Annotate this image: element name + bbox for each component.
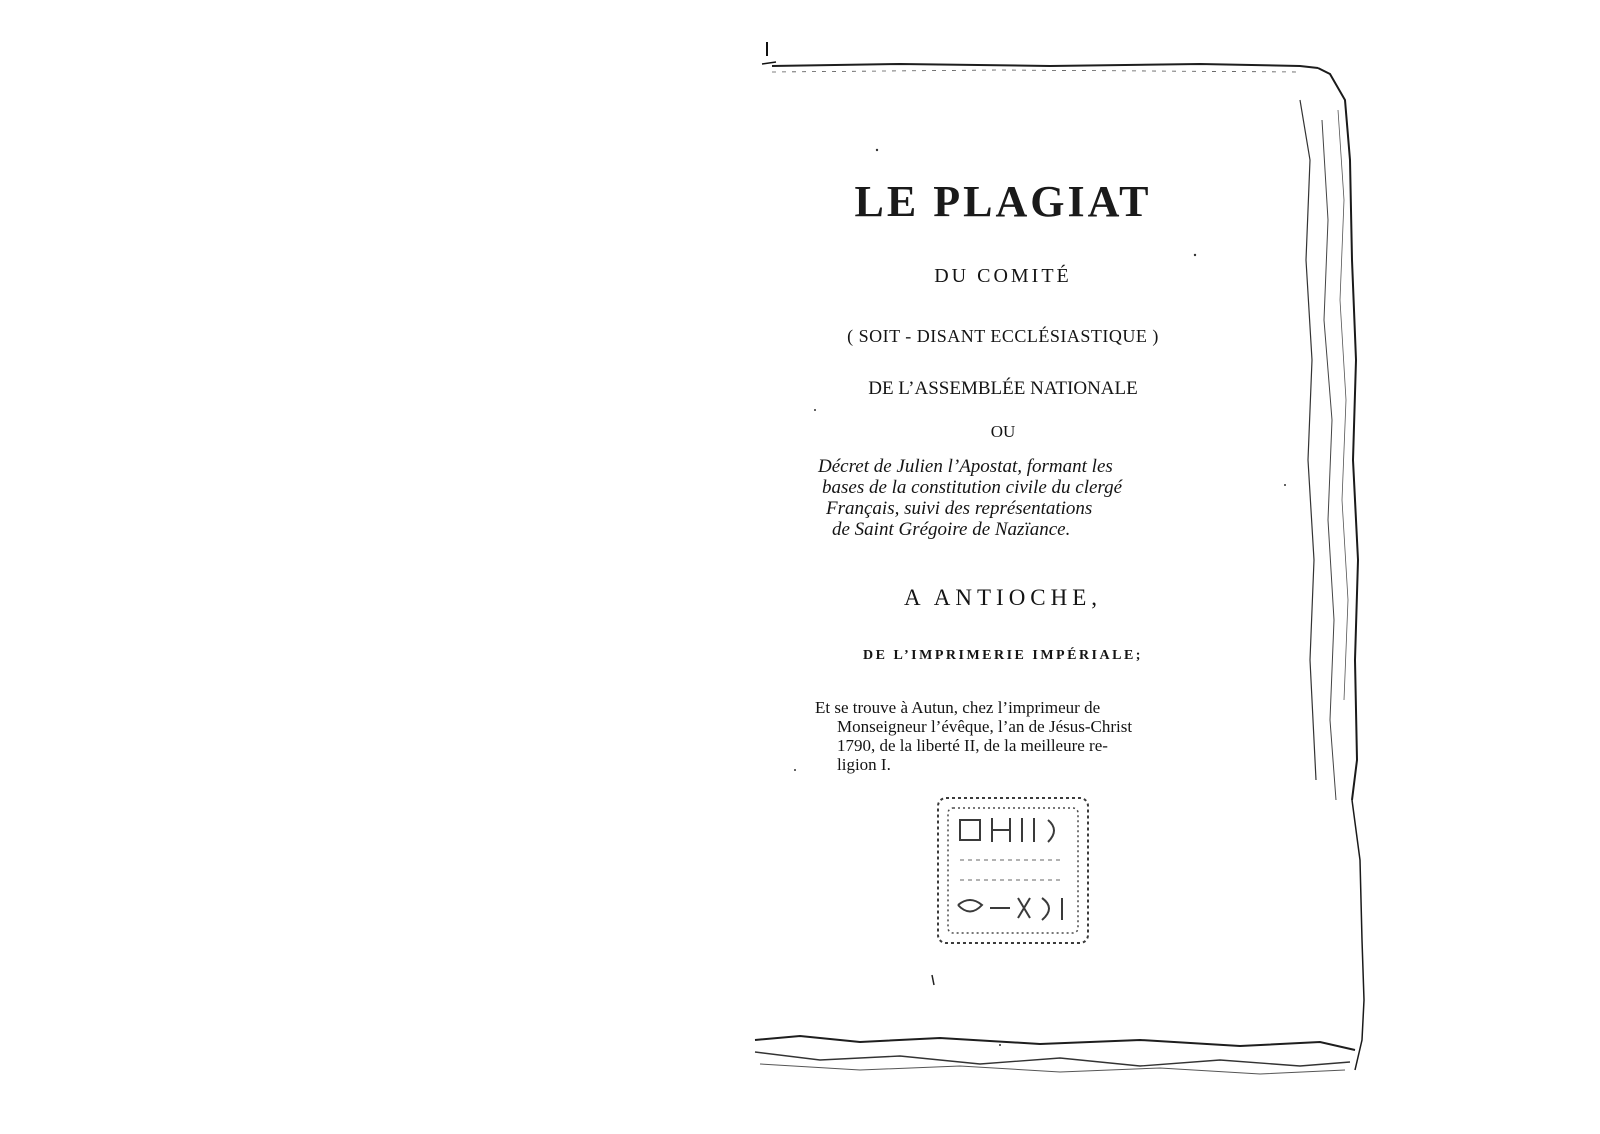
imprint-line: Et se trouve à Autun, chez l’imprimeur de: [815, 698, 1101, 717]
description-line: bases de la constitution civile du clergé: [822, 477, 1123, 498]
document-ou: OU: [990, 422, 1016, 441]
document-parenthetical: ( SOIT - DISANT ECCLÉSIASTIQUE ): [847, 326, 1159, 346]
imprint-line: Monseigneur l’évêque, l’an de Jésus-Christ: [837, 717, 1133, 736]
document-subtitle: DU COMITÉ: [934, 265, 1072, 287]
document-place: A ANTIOCHE,: [903, 585, 1103, 610]
document-description: [812, 456, 1192, 540]
document-assembly: DE L’ASSEMBLÉE NATIONALE: [868, 378, 1138, 399]
document-printer: DE L’IMPRIMERIE IMPÉRIALE;: [863, 648, 1143, 663]
description-line: Décret de Julien l’Apostat, formant les: [818, 456, 1113, 477]
document-imprint: [815, 698, 1195, 774]
imprint-line: ligion I.: [837, 755, 891, 774]
description-line: Français, suivi des représentations: [826, 498, 1093, 519]
description-line: de Saint Grégoire de Nazïance.: [832, 519, 1071, 540]
library-stamp-icon: [930, 790, 1095, 950]
imprint-line: 1790, de la liberté II, de la meilleure re-: [837, 736, 1108, 755]
document-title: LE PLAGIAT: [854, 177, 1152, 226]
